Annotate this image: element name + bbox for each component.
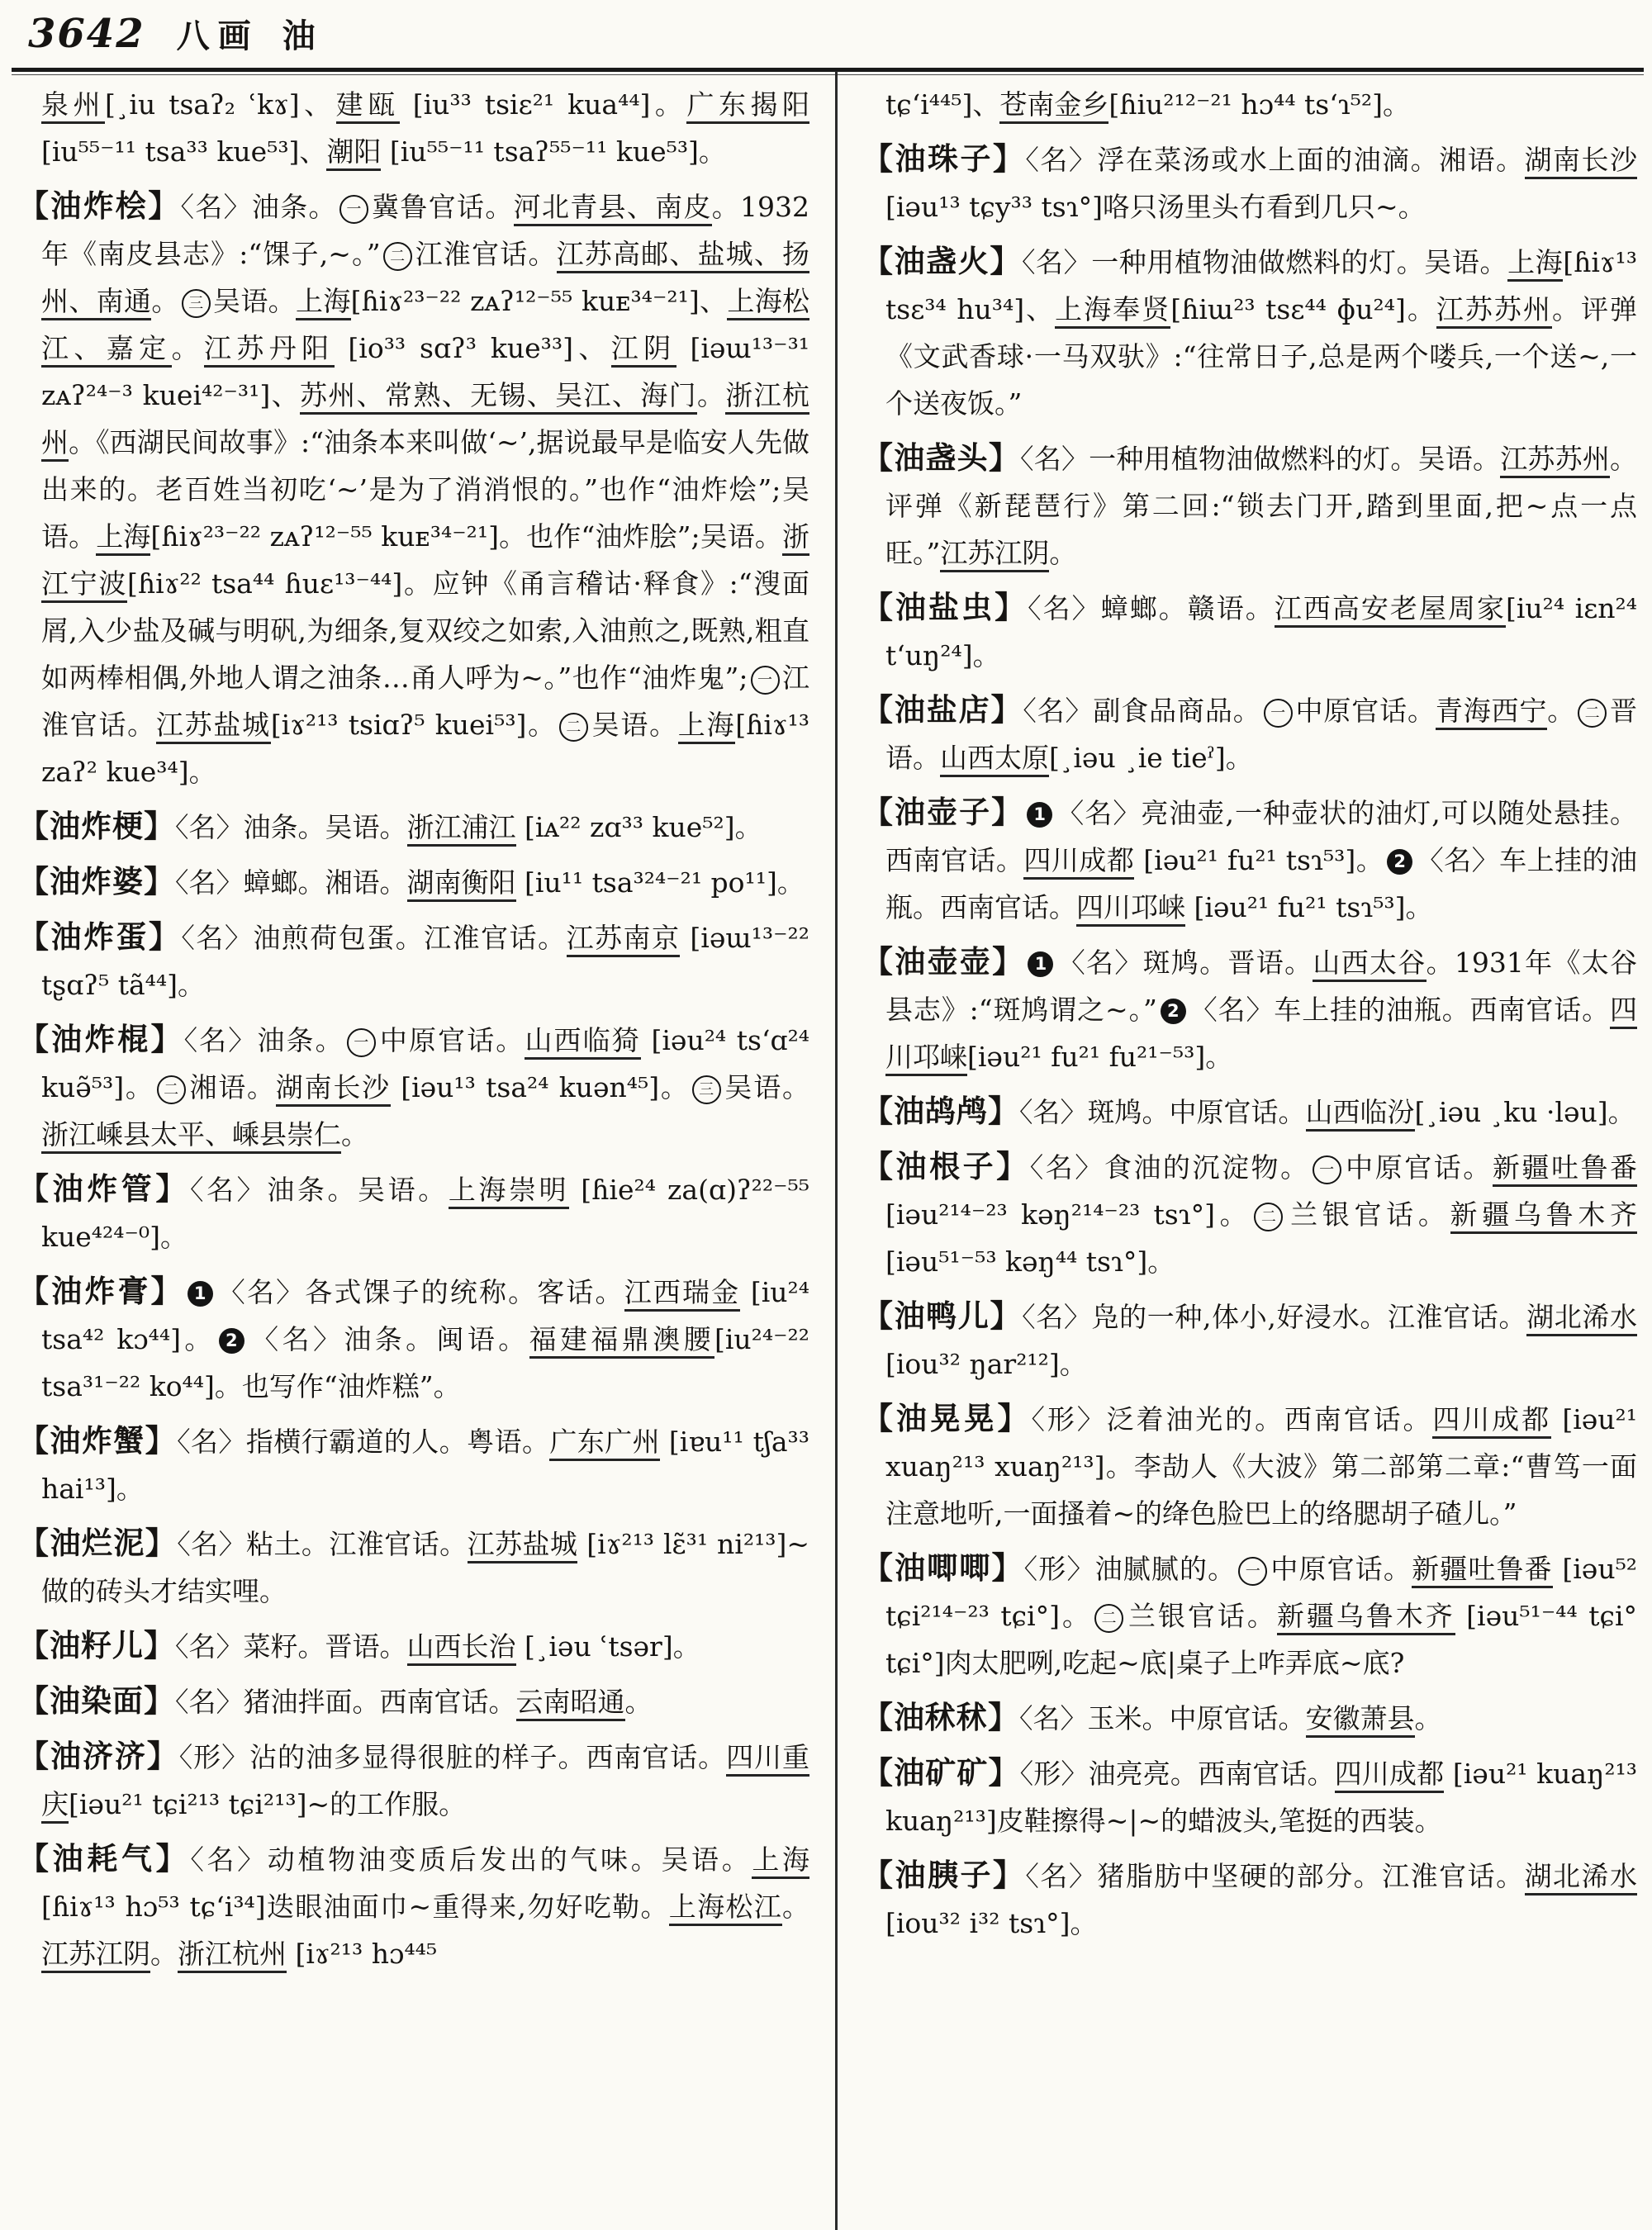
entry-text: 。 <box>624 1686 653 1718</box>
entry-text: 〈形〉沾的油多显得很脏的样子。西南官话。 <box>178 1741 727 1773</box>
dict-entry <box>862 1143 1637 1285</box>
place-name: 四川邛崃 <box>885 994 1637 1076</box>
entry-text: [ɦiɤ²³⁻²² zᴀʔ¹²⁻⁵⁵ kuᴇ³⁴⁻²¹]。也作“油炸脍”;吴语。 <box>150 520 783 553</box>
place-name: 四川重庆 <box>41 1741 809 1824</box>
entry-text: 〈名〉油条。吴语。 <box>189 1174 449 1206</box>
entry-text: [iɐu¹¹ tʃa³³ hai¹³]。 <box>41 1426 810 1505</box>
place-name: 江苏江阴 <box>41 1938 150 1973</box>
entry-text: 〈名〉指横行霸道的人。粤语。 <box>177 1426 550 1458</box>
entry-text: [iəu⁵¹⁻⁵³ kəŋ⁴⁴ tsɿ°]。 <box>885 1245 1175 1278</box>
dict-entry <box>862 1088 1637 1136</box>
dict-entry <box>862 1544 1637 1687</box>
entry-text: 〈名〉油条。 一 冀鲁官话。 <box>180 191 514 223</box>
place-name: 浙江宁波 <box>41 520 809 603</box>
header-rule-thin <box>12 74 1644 75</box>
entry-text: 〈名〉一种用植物油做燃料的灯。吴语。 <box>1021 246 1508 278</box>
dict-entry <box>18 1622 809 1670</box>
entry-text: [iu²⁴⁻²² tsa³¹⁻²² ko⁴⁴]。也写作“油炸糕”。 <box>41 1323 810 1402</box>
entry-text: 1 〈名〉亮油壶,一种壶状的油灯,可以随处悬挂。西南官话。 <box>885 797 1638 876</box>
circled-subsense-number: 一 <box>1313 1155 1341 1184</box>
place-name: 建瓯 <box>336 88 400 124</box>
entry-text: 1 〈名〉斑鸠。晋语。 <box>1024 947 1313 979</box>
place-name: 四川邛崃 <box>1076 891 1185 927</box>
entry-text: 〈名〉斑鸠。中原官话。 <box>1019 1096 1306 1128</box>
entry-text: 。 <box>171 332 204 364</box>
place-name: 浙江嵊县太平、嵊县崇仁 <box>41 1118 341 1154</box>
place-name: 山西临汾 <box>1306 1096 1415 1132</box>
headword: 【油根子】 <box>862 1148 1030 1184</box>
entry-text: 。 <box>1414 1702 1442 1734</box>
page-header <box>28 10 316 57</box>
place-name: 上海 <box>96 520 150 556</box>
dict-entry <box>862 938 1637 1080</box>
entry-text: [iu⁵⁵⁻¹¹ tsaʔ⁵⁵⁻¹¹ kue⁵³]。 <box>381 135 726 168</box>
place-name: 江苏江阴 <box>940 537 1049 572</box>
place-name: 河北青县、南皮 <box>514 191 712 226</box>
headword: 【油烂泥】 <box>18 1525 178 1561</box>
place-name: 新疆乌鲁木齐 <box>1277 1600 1455 1635</box>
circled-subsense-number: 二 <box>157 1075 186 1104</box>
entry-text: [iu²⁴ tsa⁴² kɔ⁴⁴]。 2 〈名〉油条。闽语。 <box>41 1276 809 1355</box>
place-name: 四川成都 <box>1335 1758 1445 1793</box>
dict-entry <box>18 1417 809 1512</box>
circled-subsense-number: 一 <box>751 666 780 695</box>
place-name: 湖南长沙 <box>1525 144 1637 179</box>
dict-entry <box>862 1852 1637 1947</box>
entry-text: [ɦiɤ²² tsa⁴⁴ ɦuɛ¹³⁻⁴⁴]。应钟《甬言稽诂·释食》:“溲面屑,入少盐及碱与明矾,为细条,复双绞之如索,入油煎之,既熟,粗直如两棒相偶,外地人谓之油条…甬人呼为~。”也作“油炸鬼”; 一 江淮官话。 <box>41 567 810 741</box>
circled-subsense-number: 一 <box>347 1028 376 1057</box>
entry-text: [ɦiɤ²³⁻²² zᴀʔ¹²⁻⁵⁵ kuᴇ³⁴⁻²¹]、 <box>350 285 728 317</box>
entry-text: [iu²⁴ iɛn²⁴ tʻuŋ²⁴]。 <box>885 592 1638 671</box>
headword: 【油唧唧】 <box>862 1549 1024 1586</box>
entry-text: 1 〈名〉各式馃子的统称。客话。 <box>184 1276 624 1308</box>
place-name: 云南昭通 <box>516 1686 625 1721</box>
circled-subsense-number: 二 <box>383 242 412 271</box>
entry-text: [¸iəu ¸ku ·ləu]。 <box>1414 1096 1635 1128</box>
place-name: 上海 <box>296 285 351 320</box>
place-name: 上海松江、嘉定 <box>41 285 809 368</box>
entry-text: [iu¹¹ tsa³²⁴⁻²¹ po¹¹]。 <box>515 866 805 899</box>
place-name: 上海 <box>752 1843 809 1879</box>
dict-entry <box>18 1016 809 1158</box>
entry-text: 〈名〉油煎荷包蛋。江淮官话。 <box>181 922 567 954</box>
entry-text: 〈名〉猪油拌面。西南官话。 <box>175 1686 516 1718</box>
entry-text: [io³³ sɑʔ³ kue³³]、 <box>334 332 611 364</box>
circled-subsense-number: 一 <box>1264 699 1293 728</box>
place-name: 湖北浠水 <box>1526 1301 1637 1336</box>
entry-text: [iəu²¹⁴⁻²³ kəŋ²¹⁴⁻²³ tsɿ°]。 二 兰银官话。 <box>885 1198 1450 1231</box>
entry-text: 〈名〉粘土。江淮官话。 <box>177 1528 468 1560</box>
place-name: 安徽萧县 <box>1306 1702 1415 1738</box>
entry-text: [ɦiɤ¹³ hɔ⁵³ tɕʻi³⁴]迭眼油面巾~重得来,勿好吃勒。 <box>41 1891 669 1923</box>
headword: 【油籽儿】 <box>18 1627 175 1663</box>
place-name: 新疆吐鲁番 <box>1412 1553 1553 1588</box>
circled-subsense-number: 二 <box>1094 1604 1123 1633</box>
entry-text: [iou³² i³² tsɿ°]。 <box>885 1907 1098 1939</box>
dict-entry <box>18 1520 809 1615</box>
dict-entry <box>18 1677 809 1725</box>
headword: 【油胰子】 <box>862 1857 1026 1893</box>
entry-text: [iəu¹³ tsa²⁴ kuən⁴⁵]。 三 吴语。 <box>390 1071 809 1103</box>
dict-entry <box>862 1749 1637 1844</box>
place-name: 上海 <box>678 709 735 744</box>
sense-number: 2 <box>1387 849 1412 875</box>
dict-entry-continuation <box>18 81 809 175</box>
headword: 【油盐虫】 <box>862 589 1028 625</box>
entry-text: [iəu²¹ fu²¹ tsɿ⁵³]。 2 〈名〉车上挂的油瓶。西南官话。 <box>885 844 1638 923</box>
dict-entry <box>862 1694 1637 1742</box>
place-name: 四川成都 <box>1023 844 1134 880</box>
entry-text: [iəu²¹ fu²¹ tsɿ⁵³]。 <box>1185 891 1433 923</box>
radical-title: 油 <box>282 17 316 55</box>
headword: 【油炸婆】 <box>18 863 175 899</box>
dict-entry <box>18 1733 809 1828</box>
column-right <box>862 81 1637 1954</box>
sense-number: 1 <box>1028 951 1053 977</box>
dict-entry <box>862 238 1637 427</box>
place-name: 上海松江 <box>669 1891 782 1926</box>
entry-text: 〈名〉副食品商品。 一 中原官话。 <box>1023 695 1436 727</box>
circled-subsense-number: 三 <box>182 289 211 318</box>
headword: 【油炸管】 <box>18 1170 190 1207</box>
entry-text: 。 <box>341 1118 368 1151</box>
entry-text: 〈形〉泛着油光的。西南官话。 <box>1031 1403 1433 1435</box>
headword: 【油炸蟹】 <box>18 1422 178 1459</box>
sense-number: 1 <box>188 1281 213 1307</box>
entry-text: [ɦiɤ¹³ tsɛ³⁴ hu³⁴]、 <box>885 246 1638 325</box>
headword: 【油炸蛋】 <box>18 918 182 955</box>
entry-text: 〈名〉蟑螂。赣语。 <box>1028 592 1275 624</box>
entry-text: [¸iu tsaʔ₂ ʿkɤ]、 <box>105 88 336 121</box>
place-name: 浙江杭州 <box>41 379 809 462</box>
place-name: 江苏高邮、盐城、扬州、南通 <box>41 238 809 320</box>
entry-text: 。 三 吴语。 <box>151 285 296 317</box>
headword: 【油炸棍】 <box>18 1021 184 1057</box>
entry-text: [ɦiu²¹²⁻²¹ hɔ⁴⁴ tsʻɿ⁵²]。 <box>1108 88 1410 121</box>
entry-text: 〈形〉油腻腻的。 一 中原官话。 <box>1023 1553 1412 1585</box>
entry-text: [iəɯ¹³⁻²² tʂɑʔ⁵ tã⁴⁴]。 <box>41 922 810 1001</box>
entry-text: 〈名〉油条。 一 中原官话。 <box>183 1024 525 1056</box>
entry-text: 〈名〉浮在菜汤或水上面的油滴。湘语。 <box>1025 144 1525 176</box>
entry-text: [iᴀ²² zɑ³³ kue⁵²]。 <box>515 811 762 843</box>
circled-subsense-number: 二 <box>1578 699 1607 728</box>
headword: 【油盏头】 <box>862 439 1021 476</box>
place-name: 潮阳 <box>326 135 381 171</box>
place-name: 广东广州 <box>549 1426 660 1461</box>
place-name: 新疆乌鲁木齐 <box>1450 1198 1637 1234</box>
dict-entry <box>18 803 809 851</box>
place-name: 江苏盐城 <box>468 1528 578 1563</box>
place-name: 新疆吐鲁番 <box>1493 1151 1637 1187</box>
place-name: 浙江杭州 <box>178 1938 287 1973</box>
place-name: 江阴 <box>611 332 676 368</box>
place-name: 青海西宁 <box>1436 695 1547 730</box>
place-name: 湖南衡阳 <box>407 866 516 902</box>
circled-subsense-number: 一 <box>339 195 368 224</box>
entry-text: 。评弹《文武香球·一马双驮》:“往常日子,总是两个喽兵,一个送~,一个送夜饭。” <box>885 293 1637 420</box>
entry-text: [iɤ²¹³ lɛ̃³¹ ni²¹³]~做的砖头才结实哩。 <box>41 1528 810 1607</box>
headword: 【油炸膏】 <box>18 1273 184 1309</box>
dict-entry <box>862 584 1637 679</box>
place-name: 湖南长沙 <box>276 1071 391 1107</box>
entry-text: [iəu⁵² tɕi²¹⁴⁻²³ tɕi°]。 二 兰银官话。 <box>885 1553 1638 1632</box>
place-name: 广东揭阳 <box>686 88 809 124</box>
sense-number: 2 <box>219 1328 244 1354</box>
place-name: 福建福鼎澳腰 <box>529 1323 714 1359</box>
entry-text: [iəu²¹ kuaŋ²¹³ kuaŋ²¹³]皮鞋擦得~|~的蜡波头,笔挺的西装。 <box>885 1758 1638 1837</box>
place-name: 山西临猗 <box>525 1024 640 1060</box>
dict-entry <box>18 913 809 1008</box>
place-name: 江苏南京 <box>567 922 681 957</box>
place-name: 湖北浠水 <box>1525 1860 1637 1896</box>
circled-subsense-number: 二 <box>559 713 588 742</box>
place-name: 江苏丹阳 <box>204 332 335 368</box>
entry-text: 〈名〉动植物油变质后发出的气味。吴语。 <box>190 1843 752 1876</box>
entry-text: 〈名〉猪脂肪中坚硬的部分。江淮官话。 <box>1025 1860 1525 1892</box>
headword: 【油壶子】 <box>862 794 1024 830</box>
headword: 【油壶壶】 <box>862 943 1025 980</box>
place-name: 上海奉贤 <box>1055 293 1170 329</box>
entry-text: 。《西湖民间故事》:“油条本来叫做‘~’,据说最早是临安人先做出来的。老百姓当初吃‘~’是为了消消恨的。”也作“油炸烩”;吴语。 <box>41 426 810 553</box>
place-name: 山西长治 <box>407 1630 516 1666</box>
entry-text: [iəu²¹ xuaŋ²¹³ xuaŋ²¹³]。李劼人《大波》第二部第二章:“曹笃一面注意地听,一面搔着~的绛色脸巴上的络腮胡子碴儿。” <box>885 1403 1638 1530</box>
entry-text: 〈名〉菜籽。晋语。 <box>175 1630 407 1663</box>
place-name: 江西高安老屋周家 <box>1275 592 1506 628</box>
entry-text: [¸iəu ʿtsər]。 <box>515 1630 700 1663</box>
entry-text: 。 <box>696 379 726 411</box>
place-name: 江苏苏州 <box>1436 293 1552 329</box>
entry-text: 。1932年《南皮县志》:“馃子,~。” 二 江淮官话。 <box>41 191 810 270</box>
stroke-section: 八画 <box>176 17 259 55</box>
place-name: 江西瑞金 <box>624 1276 741 1312</box>
entry-text: [ɦiɯ²³ tsɛ⁴⁴ ɸu²⁴]。 <box>1170 293 1436 325</box>
headword: 【油盏火】 <box>862 243 1022 279</box>
place-name: 山西太原 <box>940 742 1049 777</box>
headword: 【油染面】 <box>18 1682 175 1719</box>
entry-text: 。 <box>150 1938 178 1970</box>
place-name: 江苏苏州 <box>1500 443 1610 478</box>
entry-text: 〈名〉食油的沉淀物。 一 中原官话。 <box>1029 1151 1493 1184</box>
headword: 【油炸梗】 <box>18 808 175 844</box>
headword: 【油耗气】 <box>18 1840 191 1877</box>
entry-text: [iu³³ tsiɛ²¹ kua⁴⁴]。 <box>399 88 687 121</box>
entry-text: 。 <box>1049 537 1077 569</box>
dict-entry <box>862 135 1637 230</box>
headword: 【油济济】 <box>18 1738 179 1774</box>
place-name: 苍南金乡 <box>999 88 1108 124</box>
dict-entry <box>862 686 1637 781</box>
sense-number: 1 <box>1027 802 1052 828</box>
circled-subsense-number: 二 <box>1254 1203 1283 1231</box>
entry-text: 。评弹《新琵琶行》第二回:“锁去门开,踏到里面,把~点一点旺。” <box>885 443 1638 569</box>
entry-text: 〈名〉油条。吴语。 <box>175 811 407 843</box>
place-name: 泉州 <box>41 88 105 124</box>
dict-entry <box>862 1293 1637 1388</box>
entry-text: 。 二 晋语。 <box>885 695 1638 774</box>
dict-entry <box>18 858 809 906</box>
headword: 【油鸪鸬】 <box>862 1093 1019 1129</box>
place-name: 山西太谷 <box>1313 947 1426 982</box>
entry-text: [iəu²⁴ tsʻɑ²⁴ kuə̃⁵³]。 二 湘语。 <box>41 1024 810 1103</box>
dict-entry <box>18 1835 809 1977</box>
entry-text: [iəu²¹ fu²¹ fu²¹⁻⁵³]。 <box>967 1041 1233 1073</box>
entry-text: 〈名〉凫的一种,体小,好浸水。江淮官话。 <box>1022 1301 1527 1333</box>
header-rule <box>12 68 1644 72</box>
entry-text: [iəu⁵¹⁻⁴⁴ tɕi° tɕi°]肉太肥咧,吃起~底|桌子上咋弄底~底? <box>885 1600 1637 1679</box>
dict-entry <box>18 183 809 795</box>
dict-entry-continuation <box>862 81 1637 128</box>
headword: 【油珠子】 <box>862 140 1026 177</box>
entry-text: 〈形〉油亮亮。西南官话。 <box>1019 1758 1335 1790</box>
entry-text: [iou³² ŋar²¹²]。 <box>885 1348 1087 1380</box>
entry-text: 。 <box>782 1891 810 1923</box>
entry-text: [iɤ²¹³ tsiɑʔ⁵ kuei⁵³]。 二 吴语。 <box>270 709 678 741</box>
column-divider <box>835 71 838 2230</box>
dict-entry <box>862 434 1637 576</box>
place-name: 四川成都 <box>1432 1403 1551 1439</box>
entry-text: [iu⁵⁵⁻¹¹ tsa³³ kue⁵³]、 <box>41 135 327 168</box>
entry-text: 〈名〉蟑螂。湘语。 <box>175 866 407 899</box>
column-left <box>18 81 809 1985</box>
place-name: 上海崇明 <box>449 1174 569 1209</box>
entry-text: [¸iəu ¸ie tieˀ]。 <box>1049 742 1253 774</box>
dict-entry <box>862 1395 1637 1537</box>
entry-text: 〈名〉一种用植物油做燃料的灯。吴语。 <box>1020 443 1501 475</box>
headword: 【油盐店】 <box>862 691 1023 728</box>
entry-text: tɕʻi⁴⁴⁵]、 <box>885 88 1000 121</box>
headword: 【油矿矿】 <box>862 1754 1020 1791</box>
sense-number: 2 <box>1161 999 1186 1024</box>
entry-text: [iəɯ¹³⁻³¹ zᴀʔ²⁴⁻³ kuei⁴²⁻³¹]、 <box>41 332 810 411</box>
circled-subsense-number: 一 <box>1238 1557 1267 1586</box>
dict-entry <box>862 789 1637 931</box>
dict-entry <box>18 1165 809 1260</box>
headword: 【油鸭儿】 <box>862 1298 1023 1334</box>
entry-text: [ɦiɤ¹³ zaʔ² kue³⁴]。 <box>41 709 810 788</box>
headword: 【油秫秫】 <box>862 1699 1019 1735</box>
place-name: 浙江浦江 <box>407 811 516 847</box>
entry-text: [ɦie²⁴ za(ɑ)ʔ²²⁻⁵⁵ kue⁴²⁴⁻⁰]。 <box>41 1174 809 1253</box>
headword: 【油晃晃】 <box>862 1400 1032 1436</box>
circled-subsense-number: 三 <box>692 1075 721 1104</box>
entry-text: 。1931年《太谷县志》:“斑鸠谓之~。” 2 〈名〉车上挂的油瓶。西南官话。 <box>885 947 1638 1026</box>
entry-text: [iəu²¹ tɕi²¹³ tɕi²¹³]~的工作服。 <box>69 1788 467 1820</box>
place-name: 江苏盐城 <box>156 709 271 744</box>
dict-entry <box>18 1268 809 1410</box>
headword: 【油炸桧】 <box>18 187 181 224</box>
place-name: 上海 <box>1507 246 1563 282</box>
entry-text: 〈名〉玉米。中原官话。 <box>1019 1702 1306 1734</box>
place-name: 苏州、常熟、无锡、吴江、海门 <box>300 379 697 415</box>
page-number: 3642 <box>28 11 145 57</box>
entry-text: [iəu¹³ tɕy³³ tsɿ°]咯只汤里头冇看到几只~。 <box>885 191 1426 223</box>
entry-text: [iɤ²¹³ hɔ⁴⁴⁵ <box>287 1938 438 1970</box>
